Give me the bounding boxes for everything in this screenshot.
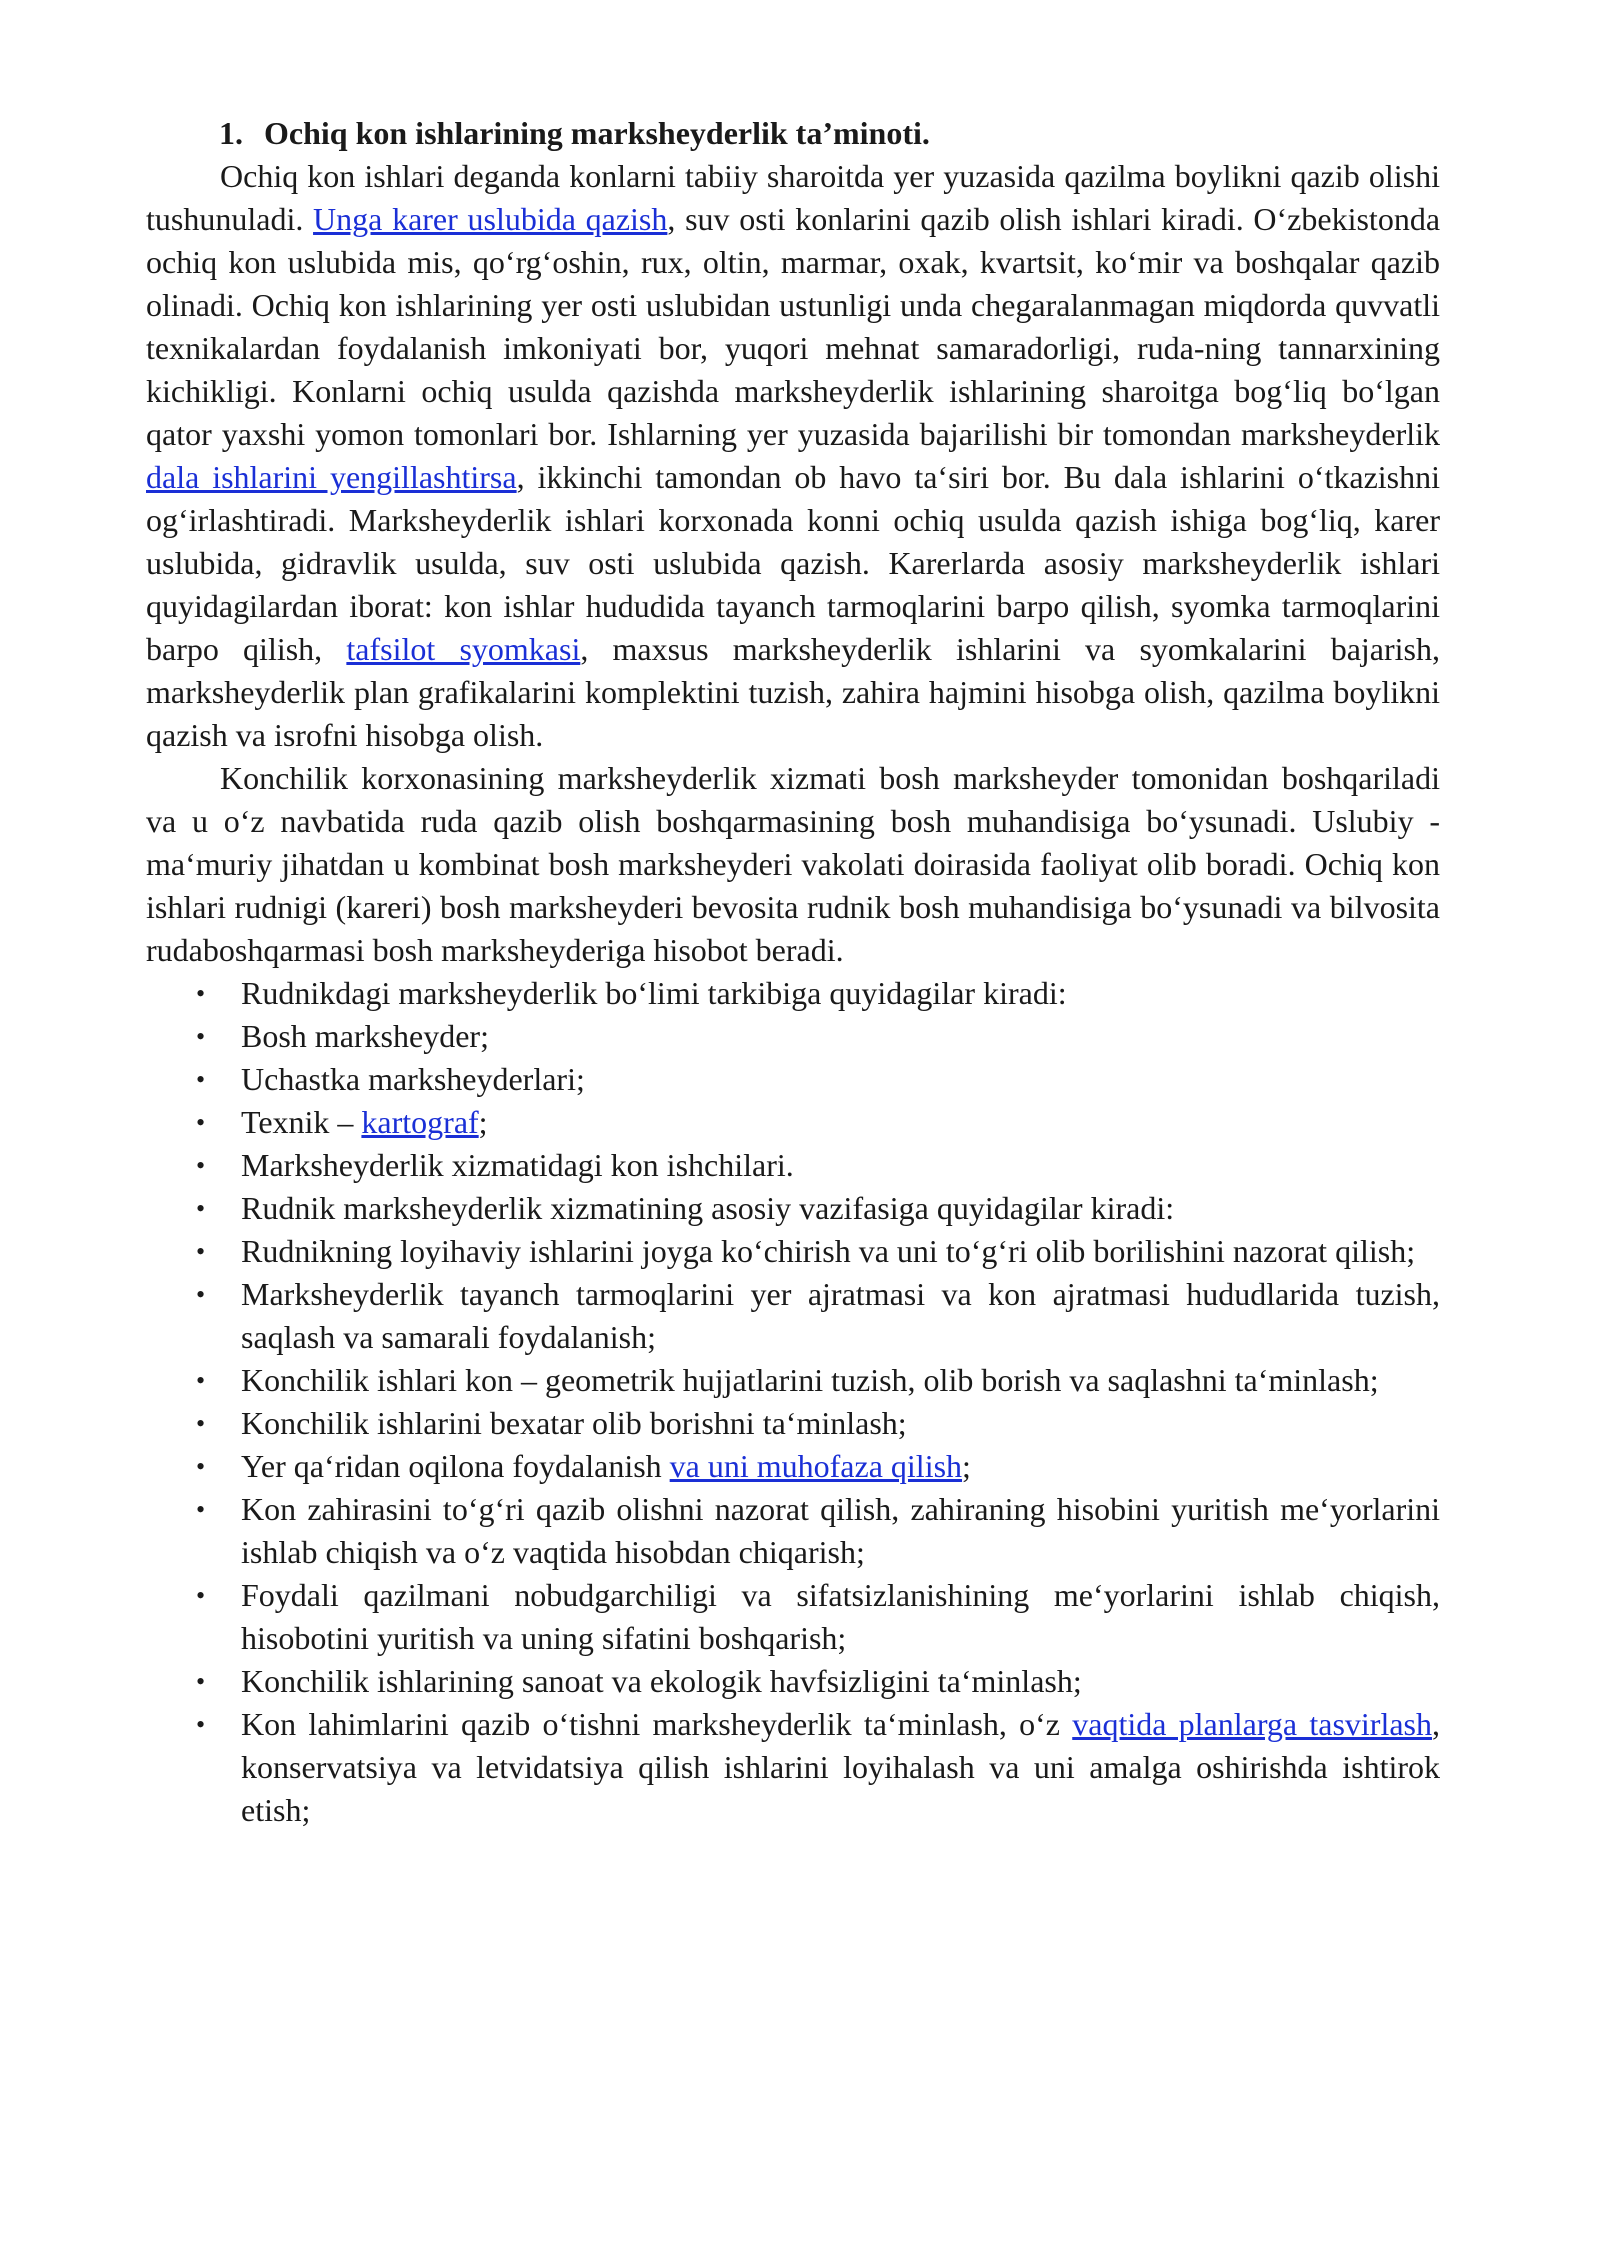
list-item xyxy=(146,1660,1440,1703)
list-item-text: , konservatsiya va letvidatsiya qilish ishlarini loyihalash va uni amalga oshirishda ishtirok etish; xyxy=(241,1706,1441,1828)
bullet-icon: • xyxy=(196,1409,206,1438)
bullet-icon: • xyxy=(196,1366,206,1395)
paragraph-text: , suv osti konlarini qazib olish ishlari kiradi. O‘zbekistonda ochiq kon uslubida mis, qo‘rg‘oshin, rux, oltin, marmar, oxak, kvartsit, ko‘mir va boshqalar qazib olinadi. Ochiq kon ishlarining yer osti uslubidan ustunligi unda chegaralanmagan miqdorda quvvatli texnikalardan foydalanish imkoniyati bor, yuqori mehnat samaradorligi, ruda-ning tannarxining kichikligi. Konlarni ochiq usulda qazishda marksheyderlik ishlarining sharoitga bog‘liq bo‘lgan qator yaxshi yomon tomonlari bor. Ishlarning yer yuzasida bajarilishi bir tomondan marksheyderlik xyxy=(146,201,1441,452)
bullet-icon: • xyxy=(196,1022,206,1051)
list-item-text: Konchilik ishlarini bexatar olib borishni ta‘minlash; xyxy=(241,1405,907,1441)
list-item-text: Uchastka marksheyderlari; xyxy=(241,1061,585,1097)
section-number: 1. xyxy=(219,115,243,151)
list-item xyxy=(146,1488,1440,1574)
bullet-icon: • xyxy=(196,1194,206,1223)
document-page xyxy=(146,112,1440,1832)
paragraph-text: , ikkinchi tamondan ob havo ta‘siri bor. Bu dala ishlarini o‘tkazishni og‘irlashtiradi. Marksheyderlik ishlari korxonada konni ochiq usulda qazish ishiga bog‘liq, karer uslubida, gidravlik usulda, suv osti uslubida qazish. Karerlarda asosiy marksheyderlik ishlari quyidagilardan iborat: kon ishlar hududida tayanch tarmoqlarini barpo qilish, syomka tarmoqlarini barpo qilish, xyxy=(146,459,1441,667)
list-item xyxy=(146,1273,1440,1359)
bullet-icon: • xyxy=(196,1495,206,1524)
list-item-text: Konchilik ishlarining sanoat va ekologik havfsizligini ta‘minlash; xyxy=(241,1663,1082,1699)
list-item xyxy=(146,1445,1440,1488)
paragraph-text: Ochiq kon ishlari deganda konlarni tabiiy sharoitda yer yuzasida qazilma boylikni qazib olishi tushunuladi. xyxy=(146,158,1440,237)
section-heading xyxy=(146,112,1440,155)
list-item xyxy=(146,1703,1440,1832)
paragraph-service: Konchilik korxonasining marksheyderlik xizmati bosh marksheyder tomonidan boshqariladi va u o‘z navbatida ruda qazib olish boshqarmasining bosh muhandisiga bo‘ysunadi. Uslubiy - ma‘muriy jihatdan u kombinat bosh marksheyderi vakolati doirasida faoliyat olib boradi. Ochiq kon ishlari rudnigi (kareri) bosh marksheyderi bevosita rudnik bosh muhandisiga bo‘ysunadi va bilvosita rudaboshqarmasi bosh marksheyderiga hisobot beradi. xyxy=(146,760,1440,968)
section-title: Ochiq kon ishlarining marksheyderlik ta’minoti. xyxy=(264,115,930,151)
list-item-link[interactable]: vaqtida planlarga tasvirlash xyxy=(1072,1706,1433,1742)
list-item-text: Foydali qazilmani nobudgarchiligi va sifatsizlanishining me‘yorlarini ishlab chiqish, hisobotini yuritish va uning sifatini boshqarish; xyxy=(241,1577,1440,1656)
list-item-link[interactable]: va uni muhofaza qilish xyxy=(669,1448,963,1484)
list-item-text: Kon lahimlarini qazib o‘tishni marksheyderlik ta‘minlash, o‘z xyxy=(241,1706,1073,1742)
list-item xyxy=(146,1144,1440,1187)
list-item xyxy=(146,1015,1440,1058)
bullet-icon: • xyxy=(196,1667,206,1696)
list-item-text: Rudnikning loyihaviy ishlarini joyga ko‘chirish va uni to‘g‘ri olib borilishini nazorat qilish; xyxy=(241,1233,1416,1269)
list-item-text: Rudnikdagi marksheyderlik bo‘limi tarkibiga quyidagilar kiradi: xyxy=(241,975,1067,1011)
list-item xyxy=(146,1574,1440,1660)
list-item-text: Marksheyderlik xizmatidagi kon ishchilari. xyxy=(241,1147,794,1183)
list-item-text: Yer qa‘ridan oqilona foydalanish xyxy=(241,1448,670,1484)
list-item xyxy=(146,1058,1440,1101)
list-item-text: Marksheyderlik tayanch tarmoqlarini yer ajratmasi va kon ajratmasi hududlarida tuzish, saqlash va samarali foydalanish; xyxy=(241,1276,1440,1355)
bullet-list xyxy=(146,972,1440,1832)
list-item xyxy=(146,1101,1440,1144)
hyperlink-dala-ishlari[interactable]: dala ishlarini yengillashtirsa xyxy=(146,459,517,495)
list-item xyxy=(146,1402,1440,1445)
bullet-icon: • xyxy=(196,1237,206,1266)
bullet-icon: • xyxy=(196,979,206,1008)
paragraph-text: , maxsus marksheyderlik ishlarini va syomkalarini bajarish, marksheyderlik plan grafikalarini komplektini tuzish, zahira hajmini hisobga olish, qazilma boylikni qazish va isrofni hisobga olish. xyxy=(146,631,1441,753)
list-item xyxy=(146,1187,1440,1230)
paragraph-intro xyxy=(146,155,1440,757)
list-item xyxy=(146,972,1440,1015)
list-item-text: ; xyxy=(962,1448,971,1484)
bullet-icon: • xyxy=(196,1710,206,1739)
list-item xyxy=(146,1230,1440,1273)
list-item-link[interactable]: kartograf xyxy=(361,1104,479,1140)
list-item-text: Konchilik ishlari kon – geometrik hujjatlarini tuzish, olib borish va saqlashni ta‘minlash; xyxy=(241,1362,1379,1398)
list-item xyxy=(146,1359,1440,1402)
bullet-icon: • xyxy=(196,1452,206,1481)
bullet-icon: • xyxy=(196,1108,206,1137)
list-item-text: Texnik – xyxy=(241,1104,362,1140)
list-item-text: Kon zahirasini to‘g‘ri qazib olishni nazorat qilish, zahiraning hisobini yuritish me‘yorlarini ishlab chiqish va o‘z vaqtida hisobdan chiqarish; xyxy=(241,1491,1440,1570)
list-item-text: Bosh marksheyder; xyxy=(241,1018,489,1054)
bullet-icon: • xyxy=(196,1280,206,1309)
list-item-text: ; xyxy=(478,1104,488,1140)
bullet-icon: • xyxy=(196,1151,206,1180)
list-item-text: Rudnik marksheyderlik xizmatining asosiy vazifasiga quyidagilar kiradi: xyxy=(241,1190,1175,1226)
bullet-icon: • xyxy=(196,1065,206,1094)
hyperlink-karer-uslubida[interactable]: Unga karer uslubida qazish xyxy=(313,201,668,237)
hyperlink-tafsilot-syomkasi[interactable]: tafsilot syomkasi xyxy=(346,631,581,667)
bullet-icon: • xyxy=(196,1581,206,1610)
